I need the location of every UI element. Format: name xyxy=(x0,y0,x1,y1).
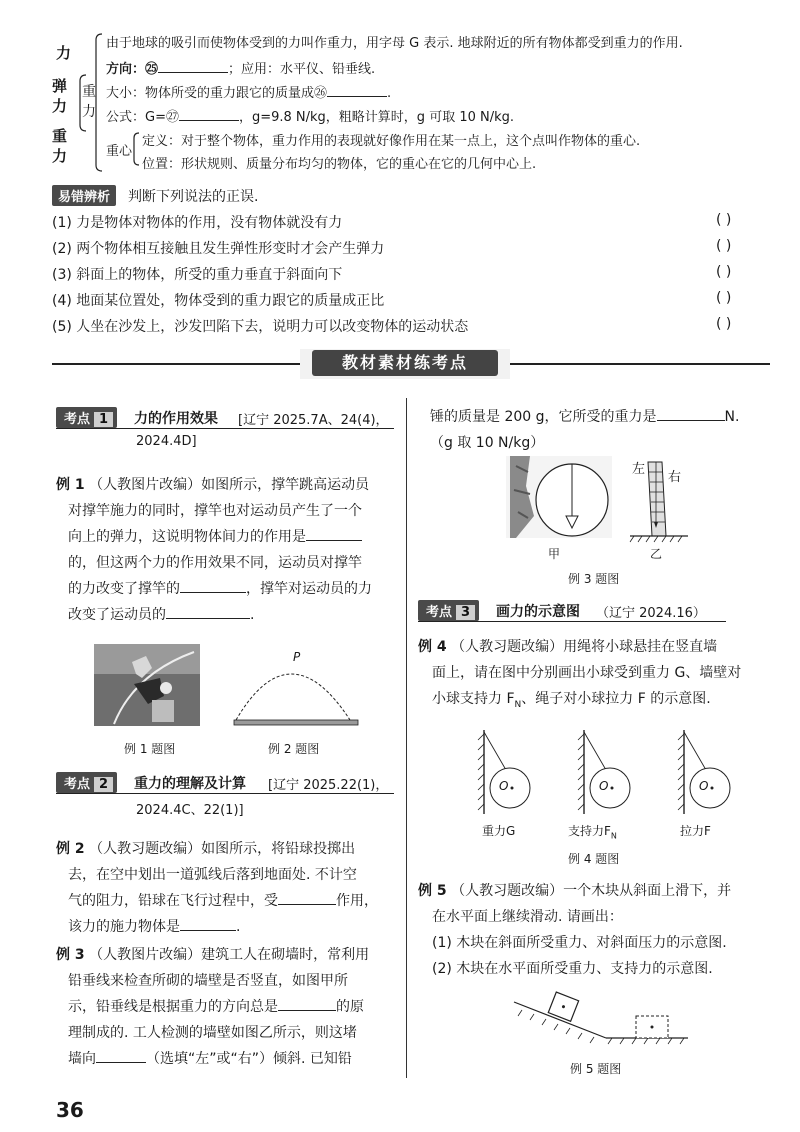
kp3-title: 画力的示意图 xyxy=(496,604,580,620)
blank-27[interactable] xyxy=(179,106,239,121)
direction-suffix: ；应用：水平仪、铅垂线. xyxy=(228,62,376,77)
ball-label: O xyxy=(599,779,609,793)
kp1-title: 力的作用效果 xyxy=(134,411,218,427)
kp2-tag xyxy=(56,772,117,793)
center-definition: 定义：对于整个物体，重力作用的表现就好像作用在某一点上，这个点叫作物体的重心. xyxy=(142,134,641,149)
ball-label: O xyxy=(699,779,709,793)
ex5-figure-incline xyxy=(512,990,692,1050)
ex1-text: 改变了运动员的 xyxy=(68,607,166,623)
ex3-text: 墙向 xyxy=(68,1051,96,1067)
summary-label-gravity: 重力 xyxy=(52,127,68,165)
kp2-ref-1: [辽宁 2025.22(1)， xyxy=(268,778,389,793)
judge-intro: 判断下列说法的正误. xyxy=(128,189,259,205)
ex5-line-2: 在水平面上继续滑动. 请画出： xyxy=(432,909,623,925)
ex1-period: . xyxy=(250,607,255,623)
ex4-cap-sub: N xyxy=(610,831,617,841)
ex2-line-2: 去，在空中划出一道弧线后落到地面处. 不计空 xyxy=(68,867,357,883)
ex3-label: 例 3 xyxy=(56,947,85,963)
ex5-line-3: (1) 木块在斜面所受重力、对斜面压力的示意图. xyxy=(432,935,727,951)
ex4-text: 小球支持力 F xyxy=(432,691,515,707)
ex3-line-4: 理制成的. 工人检测的墙壁如图乙所示，则这堵 xyxy=(68,1025,357,1041)
gravity-definition: 由于地球的吸引而使物体受到的力叫作重力，用字母 G 表示. 地球附近的所有物体都受到重力的作用. xyxy=(106,36,683,51)
ex2-text: 作用， xyxy=(336,893,378,909)
gravity-sublabel: 重力 xyxy=(82,84,96,120)
direction-prefix: 方向：㉕ xyxy=(106,62,159,77)
trajectory-point-label: P xyxy=(293,650,301,664)
ex4-label: 例 4 xyxy=(418,639,447,655)
ex1-blank-2[interactable] xyxy=(180,578,246,593)
ex3-text: （人教图片改编）建筑工人在砌墙时，常利用 xyxy=(89,947,370,963)
ex2-text: 气的阻力，铅球在飞行过程中，受 xyxy=(68,893,278,909)
ex3-text: 示，铅垂线是根据重力的方向总是 xyxy=(68,999,278,1015)
ex1-line-6 xyxy=(68,604,254,624)
gravity-direction xyxy=(106,58,375,77)
kp1-ref-2: 2024.4D] xyxy=(136,434,197,449)
judge-answer-box[interactable]: ( ) xyxy=(716,316,732,332)
formula-suffix: ，g=9.8 N/kg，粗略计算时，g 可取 10 N/kg. xyxy=(238,110,515,125)
ex3-blank-2[interactable] xyxy=(96,1048,146,1063)
kp1-number: 1 xyxy=(94,412,113,427)
ex3-line-2: 铅垂线来检查所砌的墙壁是否竖直，如图甲所 xyxy=(68,973,348,989)
kp1-tag xyxy=(56,407,117,428)
ex1-blank-1[interactable] xyxy=(306,526,362,541)
ex3-right-label: 右 xyxy=(668,470,682,485)
ex2-label: 例 2 xyxy=(56,841,85,857)
center-label: 重心 xyxy=(106,144,133,159)
gravity-magnitude: 大小：物体所受的重力跟它的质量成㉖ . xyxy=(106,82,391,101)
ex5-caption: 例 5 题图 xyxy=(570,1062,622,1076)
judge-item: (2) 两个物体相互接触且发生弹性形变时才会产生弹力 xyxy=(52,241,385,257)
ex4-subscript: N xyxy=(514,699,522,710)
ex1-line-3 xyxy=(68,526,362,546)
judge-answer-box[interactable]: ( ) xyxy=(716,238,732,254)
ex4-text: 、绳子对小球拉力 F 的示意图. xyxy=(521,691,711,707)
center-position: 位置：形状规则、质量分布均匀的物体，它的重心在它的几何中心上. xyxy=(142,157,537,172)
kp3-tag-text: 考点 xyxy=(426,605,453,620)
ex3-blank-3[interactable] xyxy=(657,406,725,421)
kp2-number: 2 xyxy=(94,777,113,792)
judge-item: (5) 人坐在沙发上，沙发凹陷下去，说明力可以改变物体的运动状态 xyxy=(52,319,469,335)
ex1-text: 向上的弹力，这说明物体间力的作用是 xyxy=(68,529,306,545)
ex4-cap-fn: 支持力F xyxy=(568,824,611,838)
blank-25[interactable] xyxy=(158,58,228,73)
ex1-figure-pole-vault xyxy=(94,644,200,726)
kp1-rule xyxy=(56,428,394,429)
kp2-ref-2: 2024.4C、22(1)] xyxy=(136,803,244,818)
ex5-text: （人教习题改编）一个木块从斜面上滑下，并 xyxy=(451,883,732,899)
kp2-rule xyxy=(56,793,394,794)
ex5-line-4: (2) 木块在水平面所受重力、支持力的示意图. xyxy=(432,961,713,977)
ex1-text: （人教图片改编）如图所示，撑竿跳高运动员 xyxy=(89,477,370,493)
ex2-blank-1[interactable] xyxy=(278,890,336,905)
ex3-left-label: 左 xyxy=(632,462,646,477)
kp2-tag-text: 考点 xyxy=(64,777,91,792)
ex3-line-1 xyxy=(56,944,369,964)
kp2-title: 重力的理解及计算 xyxy=(134,776,246,792)
ex4-text: （人教习题改编）用绳将小球悬挂在竖直墙 xyxy=(451,639,718,655)
kp1-tag-text: 考点 xyxy=(64,412,91,427)
ex3-text: N. xyxy=(724,409,740,425)
ex4-caption-support xyxy=(568,822,617,840)
judge-answer-box[interactable]: ( ) xyxy=(716,290,732,306)
judge-item: (1) 力是物体对物体的作用，没有物体就没有力 xyxy=(52,215,343,231)
kp3-rule xyxy=(418,621,726,622)
ex1-line-5 xyxy=(68,578,372,598)
ex3-blank-1[interactable] xyxy=(278,996,336,1011)
ex3-line-3 xyxy=(68,996,364,1016)
column-divider xyxy=(406,398,407,1078)
ex4-line-3 xyxy=(432,688,711,710)
ex1-label: 例 1 xyxy=(56,477,85,493)
gravity-formula xyxy=(106,106,514,125)
ex5-line-1 xyxy=(418,880,731,900)
summary-label-elastic: 弹力 xyxy=(52,77,68,115)
judge-item: (3) 斜面上的物体，所受的重力垂直于斜面向下 xyxy=(52,267,343,283)
ex4-caption-tension: 拉力F xyxy=(680,824,711,838)
judge-answer-box[interactable]: ( ) xyxy=(716,212,732,228)
ex2-text: （人教习题改编）如图所示，将铅球投掷出 xyxy=(89,841,356,857)
ex3-figure-jia xyxy=(506,456,612,538)
formula-prefix: 公式：G=㉗ xyxy=(106,110,179,125)
ex2-text: 该力的施力物体是 xyxy=(68,919,180,935)
ball-label: O xyxy=(499,779,509,793)
kp3-number: 3 xyxy=(456,605,475,620)
ex3-text: （选填“左”或“右”）倾斜. 已知铅 xyxy=(146,1051,352,1067)
ex2-blank-2[interactable] xyxy=(180,916,236,931)
ex4-caption: 例 4 题图 xyxy=(568,852,620,866)
kp3-tag xyxy=(418,600,479,621)
ex3-right-line-1 xyxy=(430,406,739,426)
ex3-jia-label: 甲 xyxy=(548,547,561,561)
ex3-line-5 xyxy=(68,1048,352,1068)
ex1-blank-3[interactable] xyxy=(166,604,250,619)
ex1-text: ，撑竿对运动员的力 xyxy=(246,581,372,597)
ex3-yi-label: 乙 xyxy=(650,547,663,561)
ex1-line-4: 的，但这两个力的作用效果不同，运动员对撑竿 xyxy=(68,555,362,571)
ex2-line-4 xyxy=(68,916,240,936)
ex4-line-2: 面上，请在图中分别画出小球受到重力 G、墙壁对 xyxy=(432,665,742,681)
kp1-ref-1: [辽宁 2025.7A、24(4)， xyxy=(238,413,389,428)
ex3-text: 锤的质量是 200 g，它所受的重力是 xyxy=(430,409,657,425)
blank-26[interactable] xyxy=(327,82,387,97)
ex1-line-1 xyxy=(56,474,369,494)
ex1-line-2: 对撑竿施力的同时，撑竿也对运动员产生了一个 xyxy=(68,503,362,519)
magnitude-prefix: 大小：物体所受的重力跟它的质量成㉖ xyxy=(106,86,328,101)
judge-item: (4) 地面某位置处，物体受到的重力跟它的质量成正比 xyxy=(52,293,385,309)
ex3-right-line-2: （g 取 10 N/kg） xyxy=(430,435,545,451)
ex2-line-3 xyxy=(68,890,378,910)
page-number: 36 xyxy=(56,1098,84,1122)
ex4-line-1 xyxy=(418,636,717,656)
ex4-figure-balls xyxy=(466,728,736,818)
ex3-text: 的原 xyxy=(336,999,364,1015)
judge-tag: 易错辨析 xyxy=(52,185,116,206)
section-banner: 教材素材练考点 xyxy=(312,350,498,376)
summary-label-force: 力 xyxy=(56,44,72,62)
ex1-text: 的力改变了撑竿的 xyxy=(68,581,180,597)
kp3-ref: （辽宁 2024.16） xyxy=(596,606,706,621)
ex3-caption: 例 3 题图 xyxy=(568,572,620,586)
ex2-period: . xyxy=(236,919,241,935)
ex1-caption: 例 1 题图 xyxy=(124,742,176,756)
ex4-caption-gravity: 重力G xyxy=(482,824,516,838)
judge-answer-box[interactable]: ( ) xyxy=(716,264,732,280)
ex2-line-1 xyxy=(56,838,355,858)
ex2-caption: 例 2 题图 xyxy=(268,742,320,756)
ex5-label: 例 5 xyxy=(418,883,447,899)
